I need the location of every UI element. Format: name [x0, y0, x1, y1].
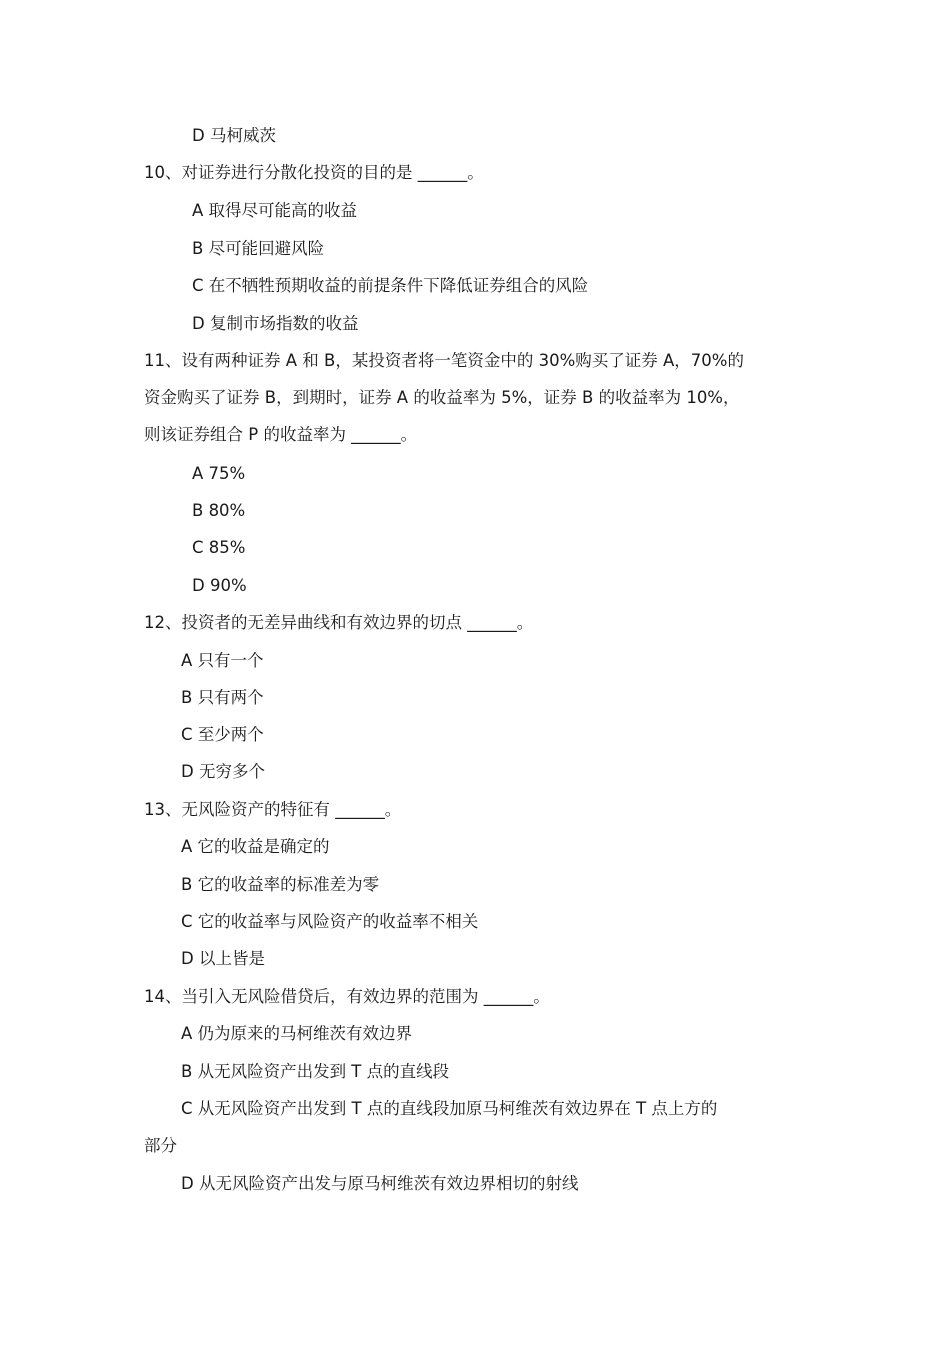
- q11-question-line1: 11、设有两种证券 A 和 B，某投资者将一笔资金中的 30%购买了证券 A，70%的: [144, 351, 744, 370]
- q13-option-d: D 以上皆是: [181, 949, 265, 968]
- q14-option-d: D 从无风险资产出发与原马柯维茨有效边界相切的射线: [181, 1174, 579, 1193]
- q12-option-d: D 无穷多个: [181, 762, 265, 781]
- q11-option-c: C 85%: [192, 538, 246, 557]
- q10-option-b: B 尽可能回避风险: [192, 239, 325, 258]
- q10-question: 10、对证券进行分散化投资的目的是 ______。: [144, 163, 484, 182]
- q10-option-c: C 在不牺牲预期收益的前提条件下降低证券组合的风险: [192, 276, 589, 295]
- q12-option-c: C 至少两个: [181, 725, 264, 744]
- q11-option-d: D 90%: [192, 576, 247, 595]
- q14-question: 14、当引入无风险借贷后，有效边界的范围为 ______。: [144, 987, 550, 1006]
- q11-option-a: A 75%: [192, 464, 246, 483]
- q10-option-a: A 取得尽可能高的收益: [192, 201, 358, 220]
- q9-option-d: D 马柯威茨: [192, 126, 276, 145]
- q12-question: 12、投资者的无差异曲线和有效边界的切点 ______。: [144, 613, 534, 632]
- q11-option-b: B 80%: [192, 501, 246, 520]
- q13-option-b: B 它的收益率的标准差为零: [181, 875, 380, 894]
- q11-question-line2: 资金购买了证券 B，到期时，证券 A 的收益率为 5%，证券 B 的收益率为 10%，: [144, 388, 740, 407]
- q12-option-b: B 只有两个: [181, 688, 264, 707]
- q13-option-a: A 它的收益是确定的: [181, 837, 330, 856]
- q14-option-a: A 仍为原来的马柯维茨有效边界: [181, 1024, 413, 1043]
- q13-question: 13、无风险资产的特征有 ______。: [144, 800, 402, 819]
- q12-option-a: A 只有一个: [181, 651, 264, 670]
- q14-option-c-line2: 部分: [144, 1136, 177, 1155]
- q14-option-c-line1: C 从无风险资产出发到 T 点的直线段加原马柯维茨有效边界在 T 点上方的: [181, 1099, 718, 1118]
- q13-option-c: C 它的收益率与风险资产的收益率不相关: [181, 912, 479, 931]
- q14-option-b: B 从无风险资产出发到 T 点的直线段: [181, 1062, 450, 1081]
- q10-option-d: D 复制市场指数的收益: [192, 314, 359, 333]
- q11-question-line3: 则该证券组合 P 的收益率为 ______。: [144, 425, 418, 444]
